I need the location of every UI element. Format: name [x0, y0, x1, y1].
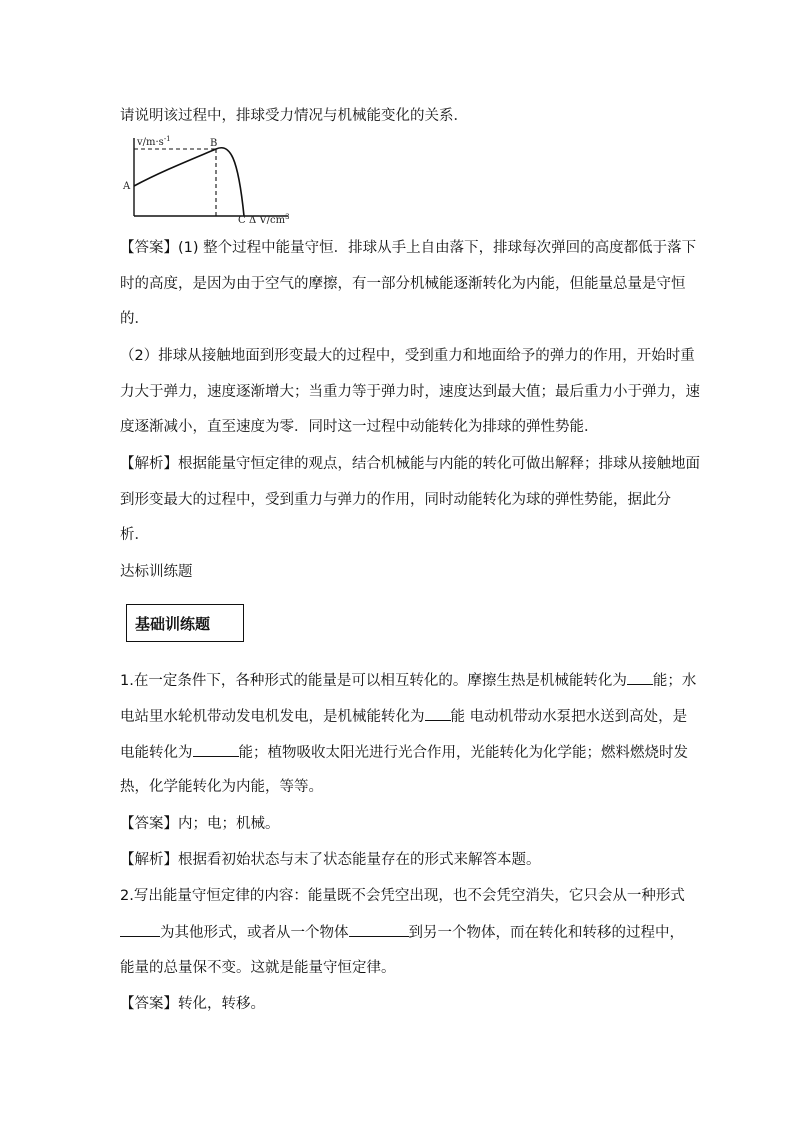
blank-4 — [120, 922, 160, 937]
section-title-box — [126, 604, 244, 642]
x-axis-label: Δ $V/cm^3$ — [249, 213, 290, 224]
answer1-line6: 度逐渐减小，直至速度为零．同时这一过程中动能转化为排球的弹性势能． — [120, 419, 599, 435]
answer1-line1: 【答案】(1) 整个过程中能量守恒．排球从手上自由落下，排球每次弹回的高度都低于落下 — [120, 240, 697, 256]
answer3: 【答案】转化，转移。 — [120, 996, 265, 1012]
answer2: 【答案】内；电；机械。 — [120, 816, 280, 832]
analysis1-line1: 【解析】根据能量守恒定律的观点，结合机械能与内能的转化可做出解释；排球从接触地面 — [120, 456, 700, 472]
answer1-line2: 时的高度，是因为由于空气的摩擦，有一部分机械能逐渐转化为内能，但能量总量是守恒 — [120, 276, 686, 292]
velocity-curve — [134, 148, 244, 216]
blank-2 — [425, 706, 451, 721]
answer1-line3: 的． — [120, 311, 149, 327]
analysis2: 【解析】根据看初始状态与末了状态能量存在的形式来解答本题。 — [120, 852, 541, 868]
q2-line3: 能量的总量保不变。这就是能量守恒定律。 — [120, 960, 396, 976]
analysis1-line3: 析． — [120, 527, 149, 543]
point-c-label: C — [238, 215, 246, 224]
q1-line3: 电能转化为 能；植物吸收太阳光进行光合作用，光能转化为化学能；燃料燃烧时发 — [120, 742, 688, 763]
blank-3 — [193, 742, 239, 757]
q2-line1: 2.写出能量守恒定律的内容：能量既不会凭空出现，也不会凭空消失，它只会从一种形式 — [120, 888, 685, 904]
section-title: 基础训练题 — [135, 615, 211, 633]
section-label: 达标训练题 — [120, 564, 193, 580]
point-a-label: A — [123, 181, 131, 192]
answer1-line4: （2）排球从接触地面到形变最大的过程中，受到重力和地面给予的弹力的作用，开始时重 — [120, 348, 695, 364]
y-axis-label: $v/m\cdot s^{-1}$ — [137, 135, 171, 148]
q2-line2: 为其他形式，或者从一个物体 到另一个物体，而在转化和转移的过程中， — [120, 922, 684, 943]
blank-1 — [627, 670, 653, 685]
q1-line4: 热，化学能转化为内能，等等。 — [120, 779, 323, 795]
analysis1-line2: 到形变最大的过程中，受到重力与弹力的作用，同时动能转化为球的弹性势能，据此分 — [120, 492, 671, 508]
q1-line1: 1.在一定条件下，各种形式的能量是可以相互转化的。摩擦生热是机械能转化为 能；水 — [120, 670, 696, 691]
intro-text: 请说明该过程中，排球受力情况与机械能变化的关系． — [120, 108, 468, 124]
answer1-line5: 力大于弹力，速度逐渐增大；当重力等于弹力时，速度达到最大值；最后重力小于弹力，速 — [120, 384, 700, 400]
blank-5 — [349, 922, 409, 937]
point-b-label: B — [210, 138, 218, 149]
velocity-volume-graph — [120, 132, 295, 224]
q1-line2: 电站里水轮机带动发电机发电，是机械能转化为 能 电动机带动水泵把水送到高处，是 — [120, 706, 687, 727]
